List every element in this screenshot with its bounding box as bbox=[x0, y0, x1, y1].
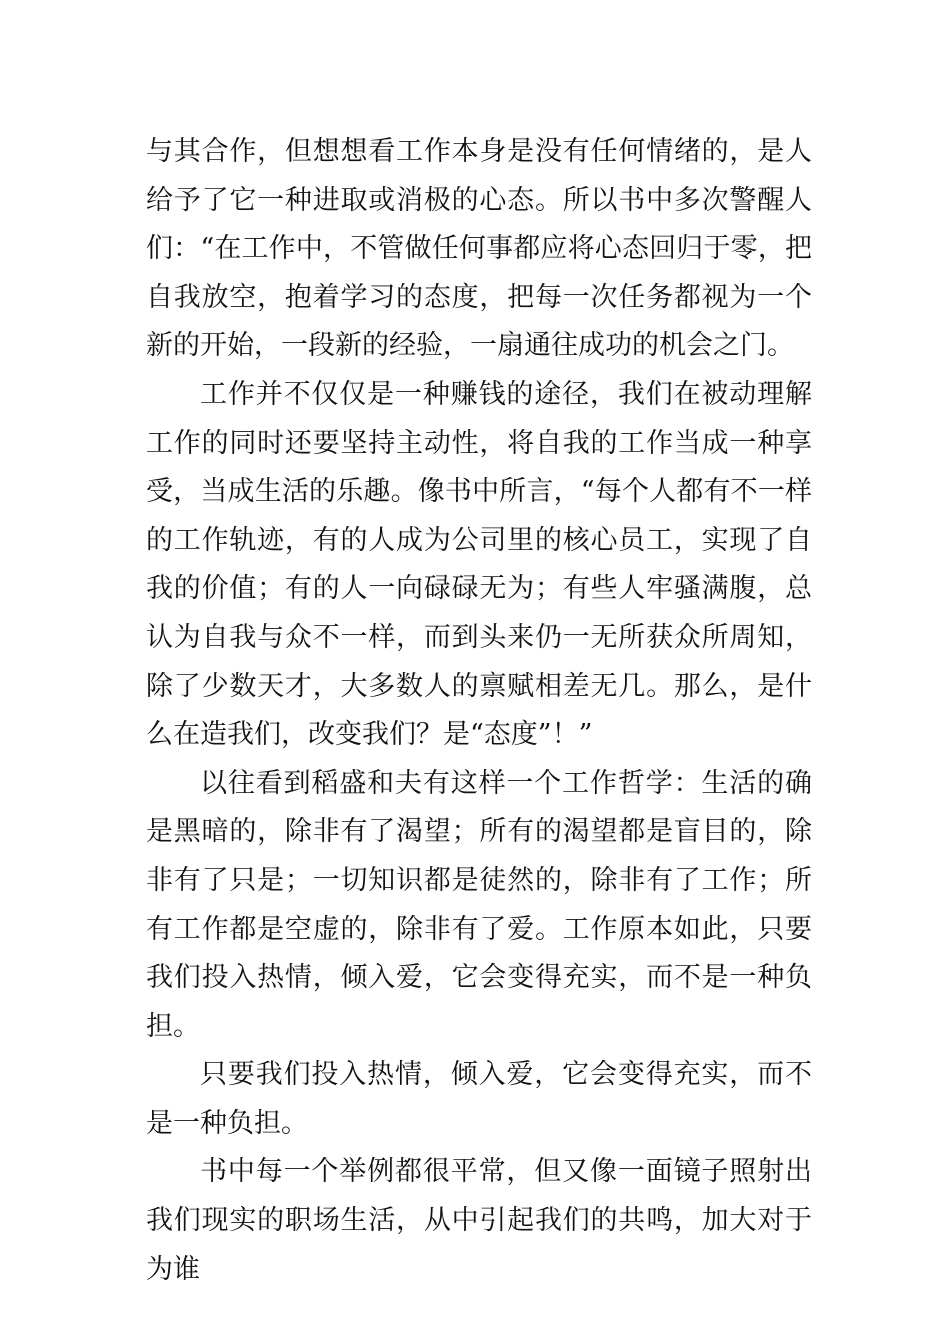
paragraph-4: 只要我们投入热情，倾入爱，它会变得充实，而不是一种负担。 bbox=[146, 1059, 812, 1139]
document-body bbox=[146, 128, 812, 1294]
paragraph-5: 书中每一个举例都很平常，但又像一面镜子照射出我们现实的职场生活，从中引起我们的共鸣，加大对于为谁 bbox=[146, 1156, 812, 1285]
paragraph-1: 与其合作，但想想看工作本身是没有任何情绪的，是人给予了它一种进取或消极的心态。所以书中多次警醒人们：“在工作中，不管做任何事都应将心态回归于零，把自我放空，抱着学习的态度，把每一次任务都视为一个新的开始，一段新的经验，一扇通往成功的机会之门。 bbox=[146, 136, 812, 362]
paragraph-2: 工作并不仅仅是一种赚钱的途径，我们在被动理解工作的同时还要坚持主动性，将自我的工作当成一种享受，当成生活的乐趣。像书中所言，“每个人都有不一样的工作轨迹，有的人成为公司里的核心员工，实现了自我的价值；有的人一向碌碌无为；有些人牢骚满腹，总认为自我与众不一样，而到头来仍一无所获众所周知，除了少数天才，大多数人的禀赋相差无几。那么，是什么在造我们，改变我们？是“态度”！” bbox=[146, 378, 812, 751]
paragraph-3: 以往看到稻盛和夫有这样一个工作哲学：生活的确是黑暗的，除非有了渴望；所有的渴望都是盲目的，除非有了只是；一切知识都是徒然的，除非有了工作；所有工作都是空虚的，除非有了爱。工作原本如此，只要我们投入热情，倾入爱，它会变得充实，而不是一种负担。 bbox=[146, 767, 812, 1042]
